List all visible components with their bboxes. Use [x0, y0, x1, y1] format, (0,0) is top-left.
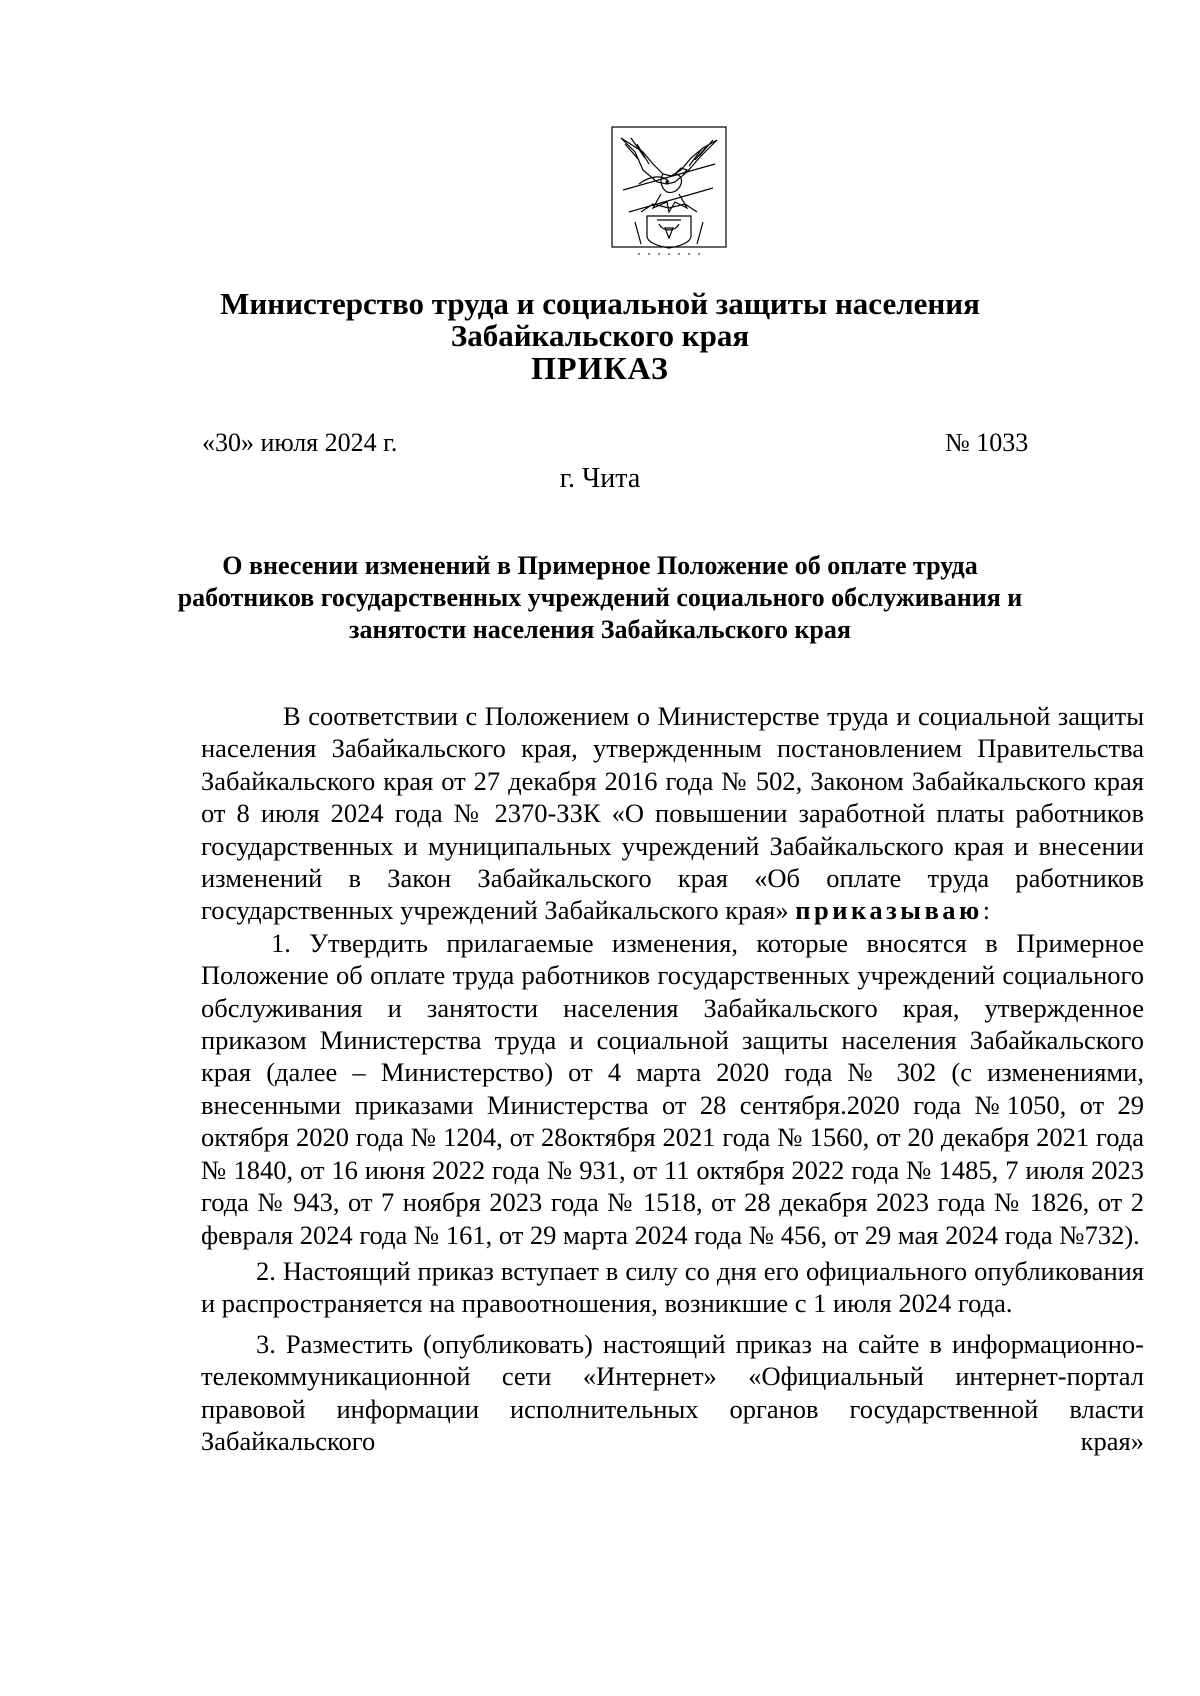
ministry-name-line2: Забайкальского края	[450, 318, 750, 353]
document-header	[150, 288, 1050, 384]
order-title: ПРИКАЗ	[531, 350, 669, 386]
subject-line2: работников государственных учреждений социального обслуживания и	[177, 583, 1023, 612]
paragraph-item-1: 1. Утвердить прилагаемые изменения, которые вносятся в Примерное Положение об оплате труда работников государственных учреждений социального обслуживания и занятости населения Забайкальского края, утвержденное приказом Министерства труда и социальной защиты населения Забайкальского края (далее – Министерство) от 4 марта 2020 года № 302 (с изменениями, внесенными приказами Министерства от 28 сентября.2020 года №1050, от 29 октября 2020 года № 1204, от 28октября 2021 года № 1560, от 20 декабря 2021 года № 1840, от 16 июня 2022 года № 931, от 11 октября 2022 года № 1485, 7 июля 2023 года № 943, от 7 ноября 2023 года № 1518, от 28 декабря 2023 года № 1826, от 2 февраля 2024 года № 161, от 29 марта 2024 года № 456, от 29 мая 2024 года №732).	[201, 927, 1144, 1250]
order-subject	[150, 550, 1050, 646]
ministry-name-line1: Министерство труда и социальной защиты населения	[220, 286, 980, 321]
intro-text: В соответствии с Положением о Министерстве труда и социальной защиты населения Забайкальского края, утвержденным постановлением Правительства Забайкальского края от 27 декабря 2016 года № 502, Законом Забайкальского края от 8 июля 2024 года № 2370-ЗЗК «О повышении заработной платы работников государственных и муниципальных учреждений Забайкальского края и внесении изменений в Закон Забайкальского края «Об оплате труда работников государственных учреждений Забайкальского края»	[201, 701, 1144, 926]
order-number: № 1033	[945, 428, 1029, 457]
document-body	[201, 700, 1144, 1457]
subject-line1: О внесении изменений в Примерное Положение об оплате труда	[222, 551, 978, 580]
paragraph-item-2: 2. Настоящий приказ вступает в силу со дня его официального опубликования и распространяется на правоотношения, возникшие с 1 июля 2024 года.	[201, 1255, 1144, 1319]
paragraph-item-3: 3. Разместить (опубликовать) настоящий приказ на сайте в информационно-телекоммуникационной сети «Интернет» «Официальный интернет-портал правовой информации исполнительных органов государственной власти Забайкальского края»	[201, 1328, 1144, 1456]
order-colon: :	[982, 895, 991, 926]
intro-paragraph	[201, 700, 1144, 927]
coat-of-arms-emblem	[609, 124, 729, 264]
order-word: приказываю	[795, 895, 983, 926]
order-city: г. Чита	[559, 463, 641, 494]
subject-line3: занятости населения Забайкальского края	[349, 615, 851, 644]
order-date: «30» июля 2024 г.	[202, 428, 398, 457]
